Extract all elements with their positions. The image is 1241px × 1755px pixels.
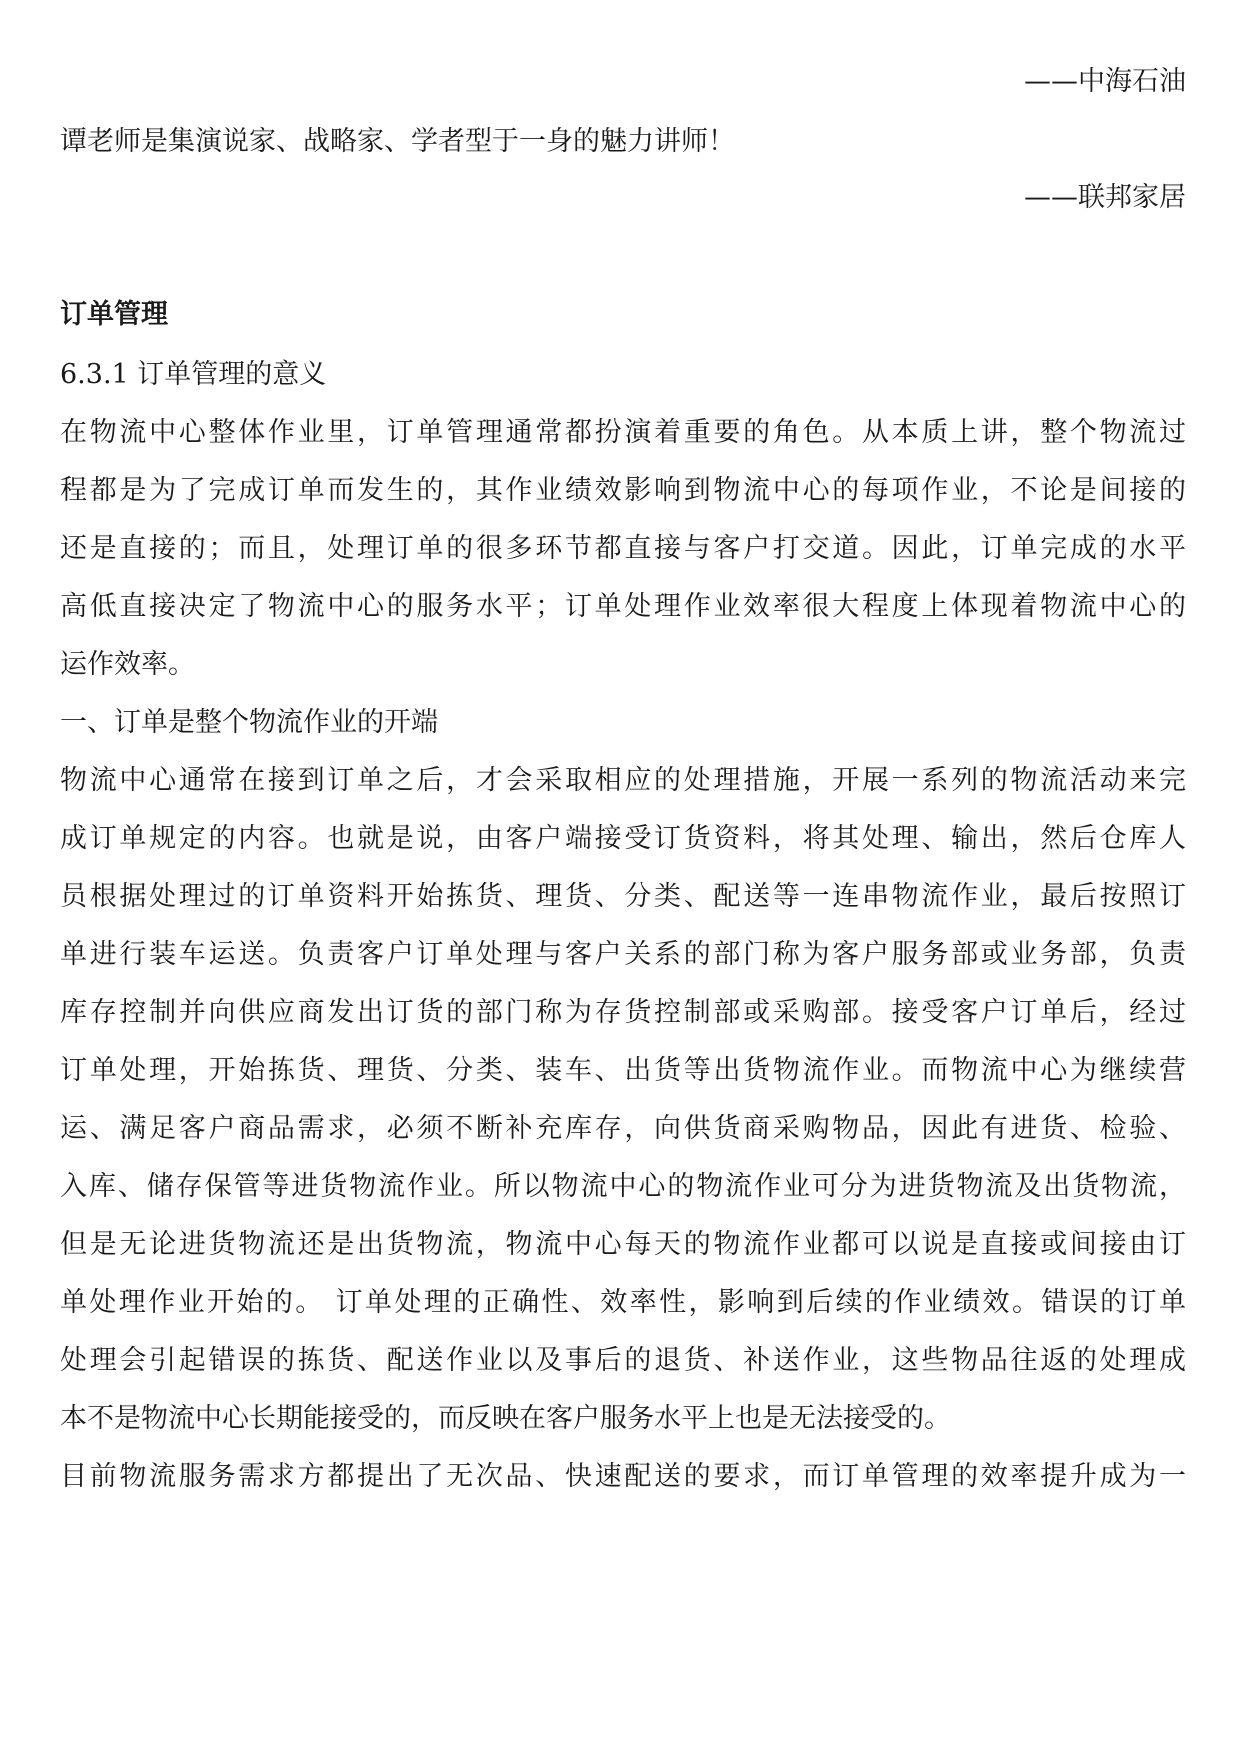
paragraph-line: 在物流中心整体作业里，订单管理通常都扮演着重要的角色。从本质上讲，整个物流过 [60,417,1186,448]
paragraph-line: 单进行装车运送。负责客户订单处理与客户关系的部门称为客户服务部或业务部，负责 [60,939,1186,970]
paragraph-line: 入库、储存保管等进货物流作业。所以物流中心的物流作业可分为进货物流及出货物流， [60,1171,1186,1202]
paragraph-line: 员根据处理过的订单资料开始拣货、理货、分类、配送等一连串物流作业，最后按照订 [60,881,1186,912]
paragraph-line: 物流中心通常在接到订单之后，才会采取相应的处理措施，开展一系列的物流活动来完 [60,765,1186,796]
paragraph-line: 高低直接决定了物流中心的服务水平；订单处理作业效率很大程度上体现着物流中心的 [60,591,1186,622]
paragraph-line: 成订单规定的内容。也就是说，由客户端接受订货资料，将其处理、输出，然后仓库人 [60,823,1186,854]
paragraph-line: 但是无论进货物流还是出货物流，物流中心每天的物流作业都可以说是直接或间接由订 [60,1229,1186,1260]
paragraph-line: 程都是为了完成订单而发生的，其作业绩效影响到物流中心的每项作业，不论是间接的 [60,475,1186,506]
paragraph-line: 运作效率。 [60,649,195,680]
paragraph-line: 处理会引起错误的拣货、配送作业以及事后的退货、补送作业，这些物品往返的处理成 [60,1345,1186,1376]
testimonial-attribution: ——中海石油 [1024,66,1186,97]
subheading: 一、订单是整个物流作业的开端 [60,707,438,738]
paragraph-line: 库存控制并向供应商发出订货的部门称为存货控制部或采购部。接受客户订单后，经过 [60,997,1186,1028]
paragraph-line: 运、满足客户商品需求，必须不断补充库存，向供货商采购物品，因此有进货、检验、 [60,1113,1186,1144]
section-title: 订单管理 [60,299,168,330]
paragraph-line: 还是直接的；而且，处理订单的很多环节都直接与客户打交道。因此，订单完成的水平 [60,533,1186,564]
paragraph-line: 本不是物流中心长期能接受的，而反映在客户服务水平上也是无法接受的。 [60,1403,951,1434]
paragraph-line: 目前物流服务需求方都提出了无次品、快速配送的要求，而订单管理的效率提升成为一 [60,1461,1186,1492]
subsection-title: 6.3.1 订单管理的意义 [60,359,327,390]
testimonial-quote: 谭老师是集演说家、战略家、学者型于一身的魅力讲师！ [60,126,735,157]
paragraph-line: 单处理作业开始的。 订单处理的正确性、效率性，影响到后续的作业绩效。错误的订单 [60,1287,1186,1318]
paragraph-line: 订单处理，开始拣货、理货、分类、装车、出货等出货物流作业。而物流中心为继续营 [60,1055,1186,1086]
testimonial-attribution: ——联邦家居 [1024,182,1186,213]
